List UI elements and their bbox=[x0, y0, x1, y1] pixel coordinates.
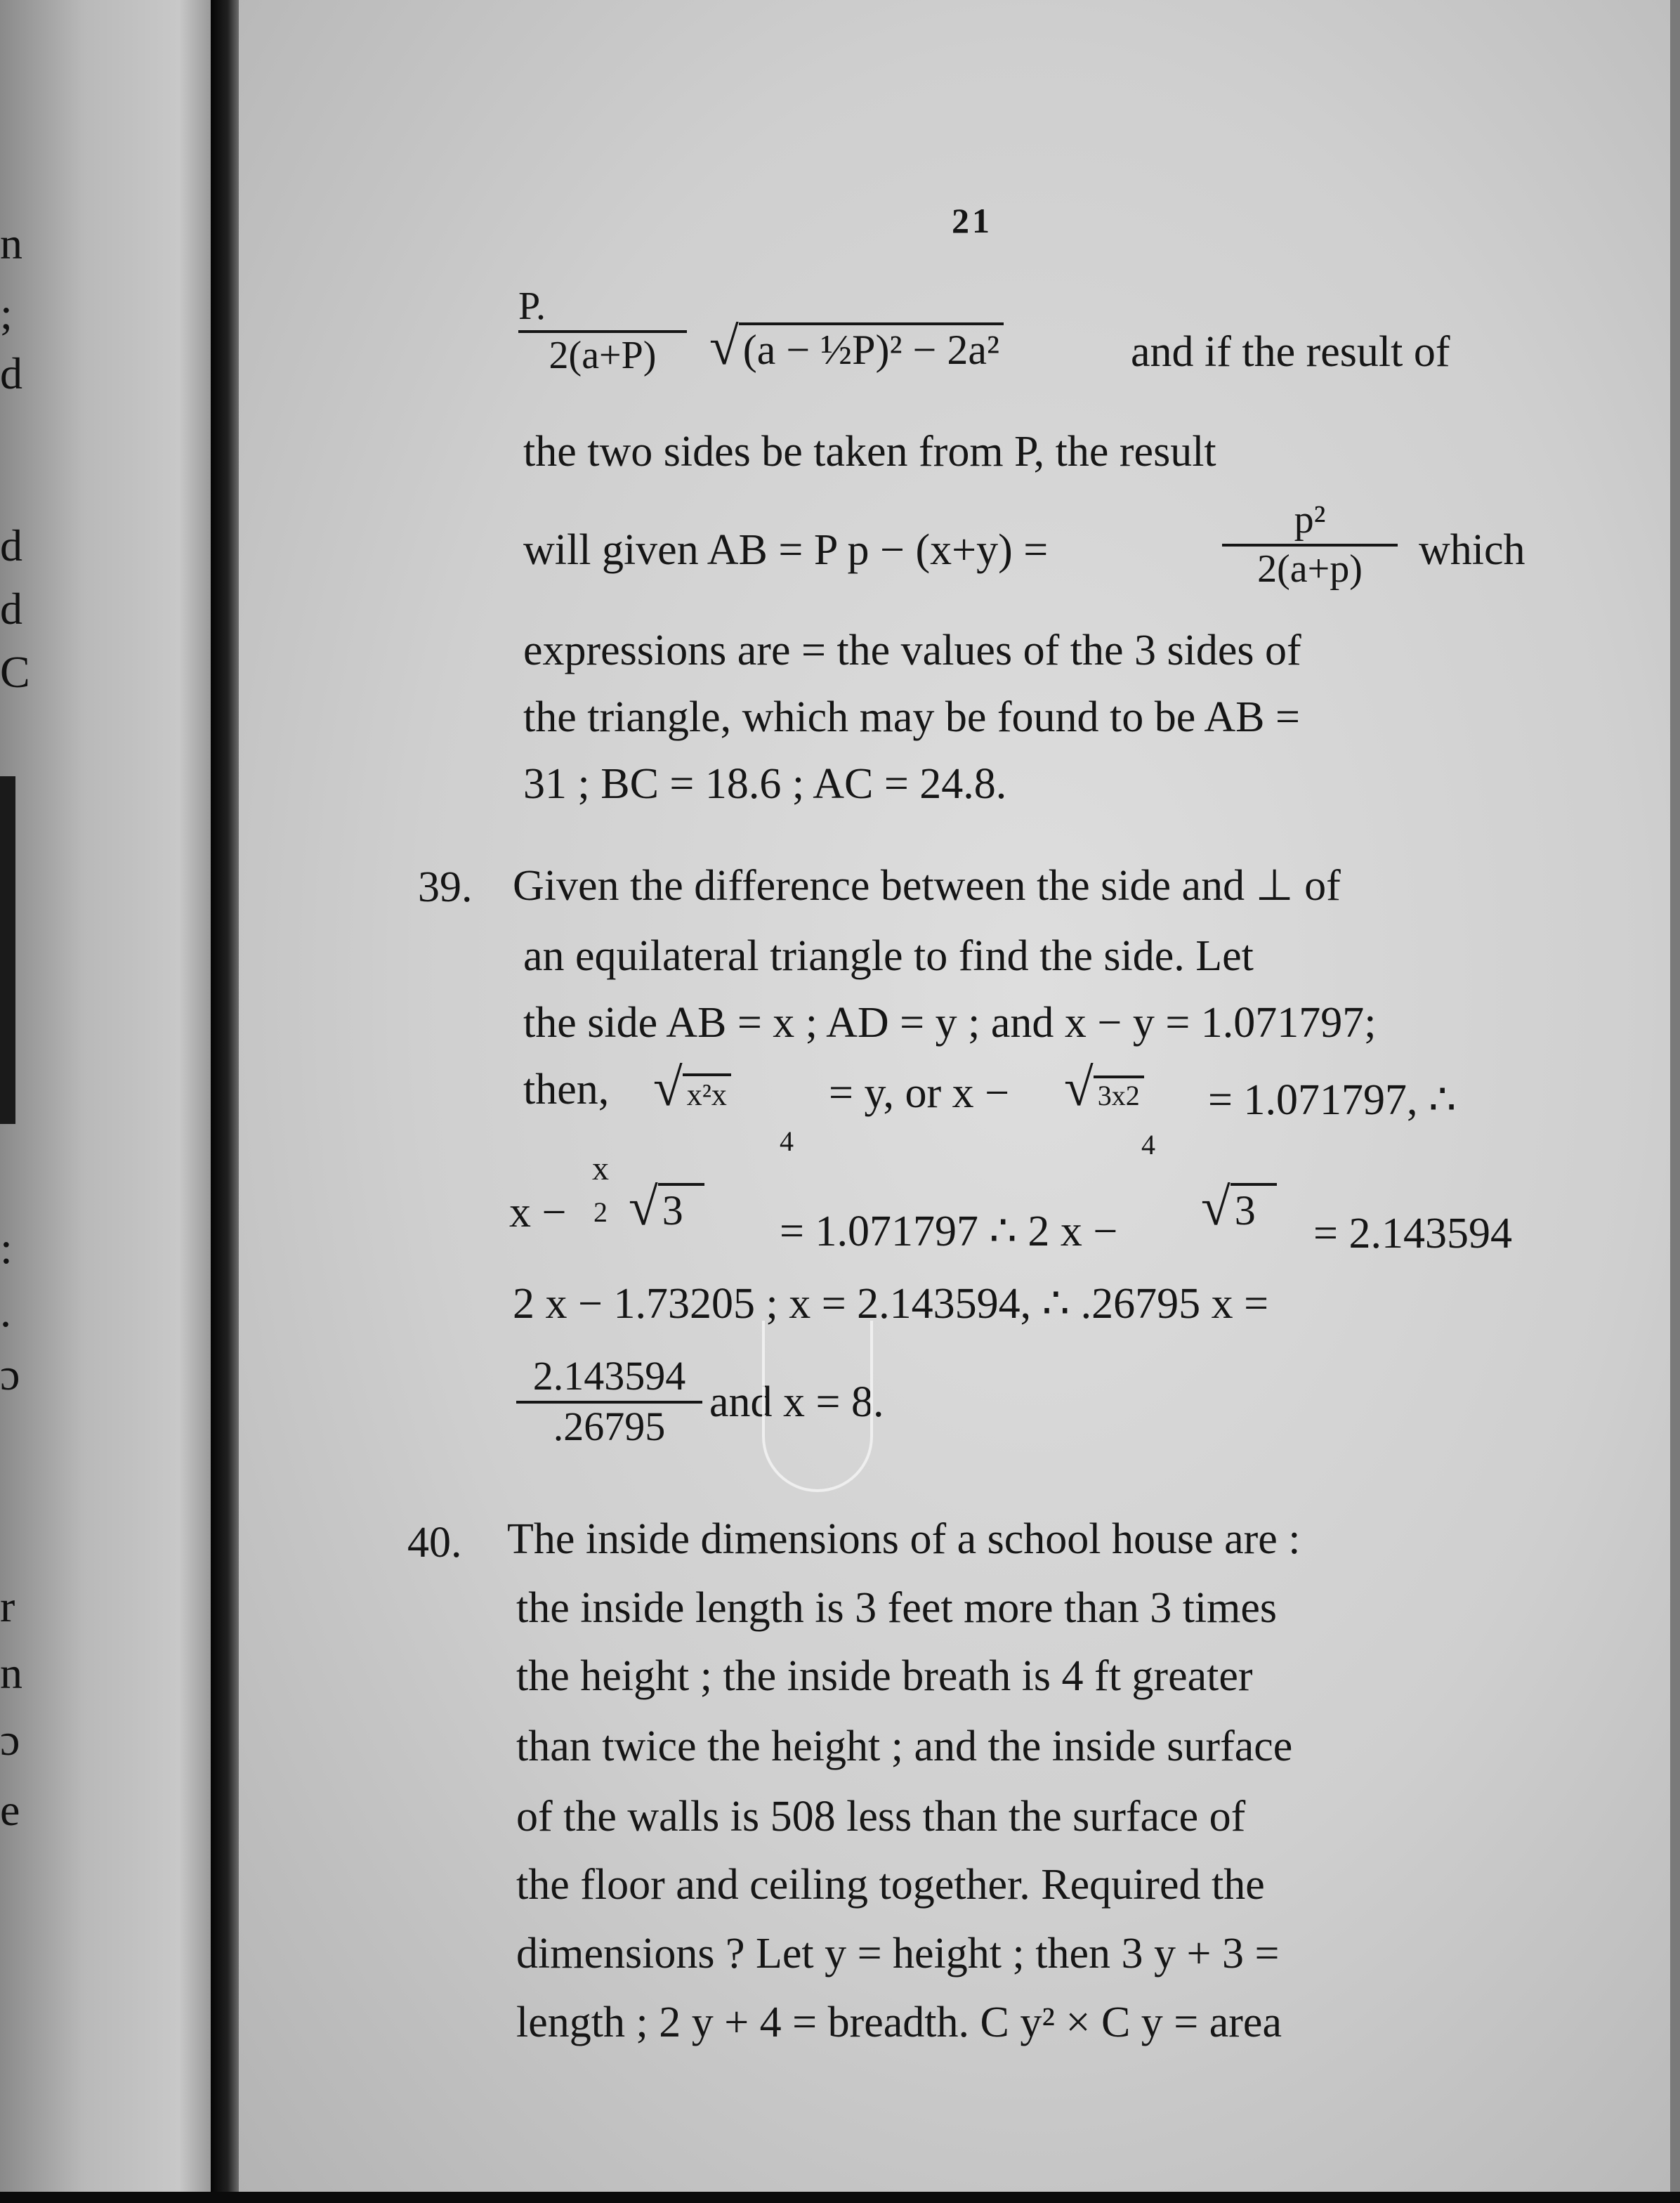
text-line: Given the difference between the side and ⊥ of bbox=[513, 862, 1341, 910]
radical-sign: √ bbox=[1064, 1058, 1094, 1117]
fraction-denominator: 2(a+p) bbox=[1257, 547, 1363, 591]
radicand-denominator: 4 bbox=[780, 1125, 794, 1157]
fraction-2143594-over-26795 bbox=[516, 1353, 702, 1449]
text-line: the inside length is 3 feet more than 3 times bbox=[516, 1584, 1278, 1632]
text-line: = 1.071797 ∴ 2 x − bbox=[780, 1208, 1118, 1255]
left-fragment: d bbox=[0, 348, 22, 398]
fraction-numerator: x bbox=[592, 1150, 609, 1187]
left-fragment: d bbox=[0, 521, 22, 570]
page-edge-right bbox=[1670, 0, 1680, 2203]
radical-sign: √ bbox=[653, 1058, 683, 1117]
text-line: the height ; the inside breath is 4 ft greater bbox=[516, 1652, 1253, 1700]
left-page-shadow bbox=[0, 776, 15, 1124]
radicand: x²x bbox=[683, 1073, 731, 1112]
radical-expression-5 bbox=[1201, 1177, 1277, 1236]
left-fragment: e bbox=[0, 1785, 20, 1835]
radical-expression-3 bbox=[1064, 1058, 1144, 1117]
text-line: the side AB = x ; AD = y ; and x − y = 1.071797; bbox=[523, 999, 1377, 1047]
text-line: = y, or x − bbox=[829, 1069, 1010, 1117]
text-line: 31 ; BC = 18.6 ; AC = 24.8. bbox=[523, 760, 1007, 808]
fraction-numerator: p² bbox=[1294, 498, 1326, 542]
text-line: then, bbox=[523, 1066, 610, 1113]
book-gutter bbox=[211, 0, 239, 2203]
left-fragment: n bbox=[0, 218, 22, 268]
text-line: length ; 2 y + 4 = breadth. C y² × C y = area bbox=[516, 1999, 1282, 2046]
fraction-numerator: 2.143594 bbox=[532, 1353, 686, 1399]
text-line: the floor and ceiling together. Required the bbox=[516, 1861, 1265, 1909]
left-fragment: ; bbox=[0, 289, 13, 339]
text-line: than twice the height ; and the inside surface bbox=[516, 1722, 1293, 1770]
page-number: 21 bbox=[952, 201, 992, 240]
text-line: the triangle, which may be found to be AB = bbox=[523, 693, 1300, 741]
text-line: = 1.071797, ∴ bbox=[1208, 1076, 1457, 1124]
fraction-x-over-2 bbox=[583, 1152, 618, 1227]
radicand: (a − ½P)² − 2a² bbox=[739, 322, 1004, 373]
problem-number: 40. bbox=[407, 1519, 462, 1567]
left-fragment: C bbox=[0, 647, 30, 697]
fraction-bar bbox=[1222, 544, 1398, 547]
left-fragment: ɔ bbox=[0, 1349, 20, 1399]
text-line: will given AB = P p − (x+y) = bbox=[523, 526, 1049, 574]
fraction-denominator: 2(a+P) bbox=[549, 334, 657, 377]
text-line: dimensions ? Let y = height ; then 3 y + 3 = bbox=[516, 1930, 1280, 1978]
text-line: and x = 8. bbox=[709, 1378, 884, 1426]
radical-expression-2 bbox=[653, 1058, 731, 1117]
text-line: an equilateral triangle to find the side. Let bbox=[523, 932, 1254, 980]
text-line: The inside dimensions of a school house are : bbox=[507, 1515, 1301, 1563]
text-line: = 2.143594 bbox=[1313, 1210, 1512, 1257]
left-page-edge bbox=[0, 0, 211, 2192]
radical-expression-4 bbox=[629, 1177, 704, 1236]
fraction-denominator: .26795 bbox=[553, 1404, 666, 1449]
radical-expression-1 bbox=[709, 317, 1004, 376]
left-fragment: d bbox=[0, 584, 22, 634]
radical-sign: √ bbox=[709, 317, 739, 376]
fraction-p2-over-2a-plus-p bbox=[1222, 500, 1398, 589]
radicand: 3 bbox=[658, 1183, 704, 1234]
fraction-denominator: 2 bbox=[593, 1196, 608, 1228]
fraction-bar bbox=[518, 330, 687, 333]
text-line: 2 x − 1.73205 ; x = 2.143594, ∴ .26795 x = bbox=[513, 1280, 1269, 1328]
paper-stain bbox=[762, 1321, 873, 1492]
fraction-numerator: P. bbox=[518, 285, 546, 328]
radicand: 3x2 bbox=[1094, 1076, 1144, 1111]
text-line: the two sides be taken from P, the result bbox=[523, 428, 1216, 476]
problem-number: 39. bbox=[418, 863, 473, 911]
left-fragment: : bbox=[0, 1223, 13, 1273]
radical-sign: √ bbox=[1201, 1177, 1231, 1236]
left-fragment: r bbox=[0, 1581, 15, 1631]
radicand-denominator: 4 bbox=[1141, 1129, 1155, 1161]
text-line: of the walls is 508 less than the surface of bbox=[516, 1793, 1246, 1841]
radical-sign: √ bbox=[629, 1177, 658, 1236]
left-fragment: ɔ bbox=[0, 1715, 20, 1765]
radicand: 3 bbox=[1231, 1183, 1277, 1234]
left-fragment: . bbox=[0, 1286, 11, 1336]
text-line: which bbox=[1419, 526, 1525, 574]
text-line: x − bbox=[509, 1189, 567, 1236]
text-line: and if the result of bbox=[1131, 328, 1450, 376]
fraction-p-over-2a-plus-p bbox=[518, 287, 687, 375]
left-fragment: n bbox=[0, 1648, 22, 1698]
text-line: expressions are = the values of the 3 sides of bbox=[523, 627, 1301, 674]
scan-border-bottom bbox=[0, 2192, 1680, 2203]
